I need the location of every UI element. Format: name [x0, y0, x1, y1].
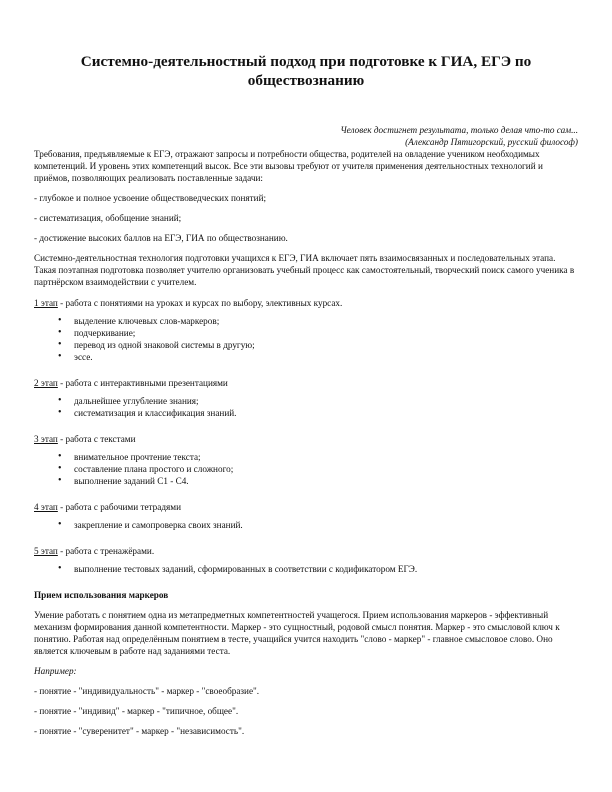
stage-list	[34, 315, 578, 363]
stage-description: - работа с рабочими тетрадями	[57, 502, 181, 512]
epigraph	[34, 124, 578, 148]
list-item: • эссе.	[74, 351, 578, 363]
stage-title	[34, 297, 578, 309]
stage-label: 5 этап	[34, 546, 58, 556]
intro-paragraph: Требования, предъявляемые к ЕГЭ, отражают запросы и потребности общества, родителей на овладение учеником необходимых компетенций. И уровень этих компетенций высок. Все эти вызовы требуют от учителя применения деятельностных технологий и приёмов, позволяющих реализовать поставленные задачи:	[34, 149, 543, 183]
list-item: • закрепление и самопроверка своих знаний.	[74, 519, 578, 531]
stage-label: 4 этап	[34, 502, 58, 512]
stage-list	[34, 519, 578, 531]
stage-list	[34, 395, 578, 419]
list-item: • внимательное прочтение текста;	[74, 451, 578, 463]
section-heading: Прием использования маркеров	[34, 590, 169, 600]
task-item: - систематизация, обобщение знаний;	[34, 213, 182, 223]
stage-description: - работа с интерактивными презентациями	[57, 378, 228, 388]
technology-paragraph: Системно-деятельностная технология подготовки учащихся к ЕГЭ, ГИА включает пять взаимосвязанных и последовательных этапа. Такая поэтапная подготовка позволяет учителю организовать учебный процесс как самостоятельный, творческий поиск самого ученика в партнёрском взаимодействии с учителем.	[34, 253, 575, 287]
stage-label: 1 этап	[34, 298, 58, 308]
example-item: - понятие - "суверенитет" - маркер - "независимость".	[34, 726, 245, 736]
epigraph-quote: Человек достигнет результата, только делая что-то сам...	[340, 125, 578, 135]
stage-list	[34, 451, 578, 487]
stage-title	[34, 377, 578, 389]
example-item: - понятие - "индивид" - маркер - "типичное, общее".	[34, 706, 239, 716]
example-item: - понятие - "индивидуальность" - маркер - "своеобразие".	[34, 686, 260, 696]
stage-title	[34, 545, 578, 557]
task-item: - глубокое и полное усвоение обществоведческих понятий;	[34, 193, 267, 203]
stage-label: 3 этап	[34, 434, 58, 444]
list-item: • выделение ключевых слов-маркеров;	[74, 315, 578, 327]
stage-description: - работа с понятиями на уроках и курсах по выбору, элективных курсах.	[57, 298, 343, 308]
epigraph-author: (Александр Пятигорский, русский философ)	[405, 137, 578, 147]
stage-1	[34, 297, 578, 363]
markers-paragraph: Умение работать с понятием одна из метапредметных компетентностей учащегося. Прием использования маркеров - эффективный механизм формирования данной компетентности. Маркер - это сущностный, родовой смысл понятия. Маркер - это смысловой ключ к понятию. Работая над определённым понятием в тесте, учащийся учится находить "слово - маркер" - главное смысловое слово. Оно является ключевым в работе над заданиями теста.	[34, 610, 560, 656]
stage-3	[34, 433, 578, 487]
list-item: • систематизация и классификация знаний.	[74, 407, 578, 419]
list-item: • подчеркивание;	[74, 327, 578, 339]
stage-4	[34, 501, 578, 531]
list-item: • перевод из одной знаковой системы в другую;	[74, 339, 578, 351]
stage-5	[34, 545, 578, 575]
list-item: • дальнейшее углубление знания;	[74, 395, 578, 407]
stage-title	[34, 433, 578, 445]
list-item: • выполнение заданий С1 - С4.	[74, 475, 578, 487]
stage-label: 2 этап	[34, 378, 58, 388]
document-title: Системно-деятельностный подход при подготовке к ГИА, ЕГЭ по обществознанию	[80, 53, 532, 89]
list-item: • выполнение тестовых заданий, сформированных в соответствии с кодификатором ЕГЭ.	[74, 563, 578, 575]
stage-list	[34, 563, 578, 575]
stage-2	[34, 377, 578, 419]
stage-description: - работа с текстами	[57, 434, 136, 444]
task-item: - достижение высоких баллов на ЕГЭ, ГИА по обществознанию.	[34, 233, 288, 243]
list-item: • составление плана простого и сложного;	[74, 463, 578, 475]
stage-title	[34, 501, 578, 513]
example-label: Например:	[34, 666, 77, 676]
stage-description: - работа с тренажёрами.	[57, 546, 155, 556]
